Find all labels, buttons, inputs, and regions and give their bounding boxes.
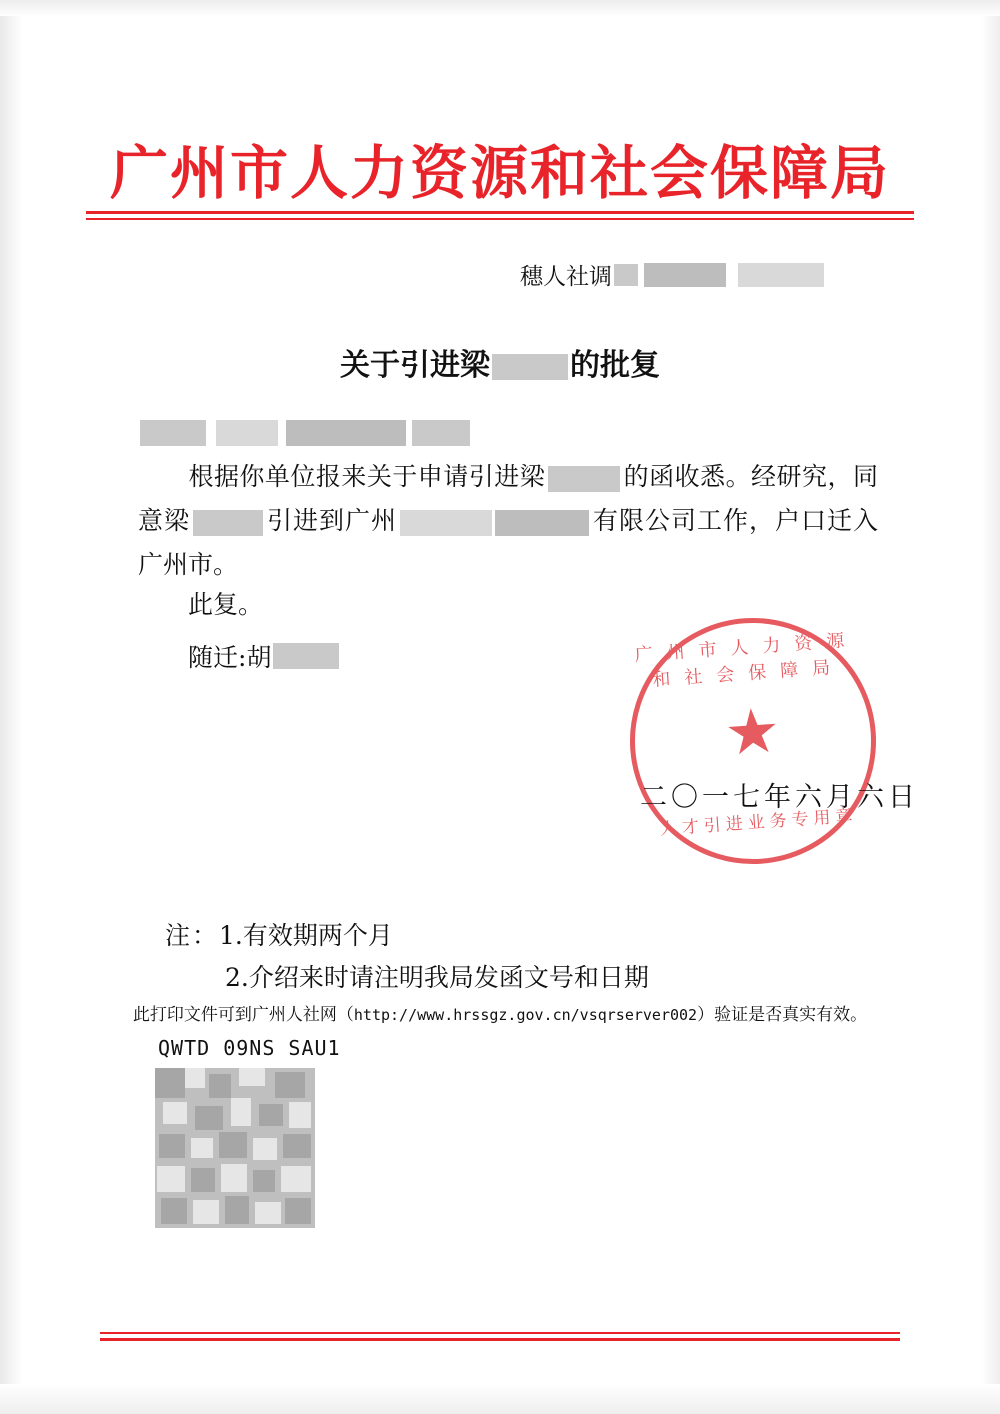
accompanying-person-line	[188, 638, 339, 674]
recipient-line	[140, 420, 470, 446]
verification-code: QWTD 09NS SAU1	[158, 1036, 341, 1060]
signature-date: 二〇一七年六月六日	[640, 782, 919, 813]
qr-code	[155, 1068, 315, 1228]
redaction-body-name-2	[193, 510, 263, 536]
qr-cell	[253, 1170, 275, 1192]
verification-text-left: 此打印文件可到广州人社网（	[132, 1005, 354, 1025]
footer-rule-thick	[100, 1338, 900, 1341]
document-title-prefix: 关于引进梁	[340, 348, 490, 383]
verification-text-right: ）验证是否真实有效。	[697, 1005, 868, 1025]
qr-cell	[285, 1198, 311, 1224]
qr-cell	[259, 1104, 283, 1126]
redaction-accompany-name	[273, 643, 339, 669]
qr-cell	[159, 1134, 185, 1158]
seal-bottom-text: 人才引进业务专用章	[659, 805, 859, 840]
paper-edge-top	[0, 0, 1000, 16]
qr-cell	[219, 1132, 247, 1158]
paper-edge-bottom	[0, 1384, 1000, 1414]
note-item-2: 2.介绍来时请注明我局发函文号和日期	[225, 963, 649, 992]
redaction-recipient-2	[216, 420, 278, 446]
notes-block	[165, 915, 649, 999]
document-body	[138, 455, 878, 587]
redaction-company-1	[400, 510, 492, 536]
header-rule-thin	[86, 218, 914, 220]
paper-edge-right	[982, 0, 1000, 1414]
notes-label: 注：	[165, 921, 220, 950]
qr-cell	[191, 1138, 213, 1158]
qr-cell	[155, 1068, 185, 1098]
redaction-body-name-1	[548, 466, 620, 492]
header-divider-rule	[86, 211, 914, 220]
header-rule-thick	[86, 211, 914, 214]
qr-cell	[157, 1166, 185, 1192]
accompany-label: 随迁:	[188, 643, 247, 672]
qr-cell	[231, 1098, 251, 1126]
footer-rule-thin	[100, 1332, 900, 1334]
document-number	[520, 258, 824, 291]
redaction-recipient-4	[412, 420, 470, 446]
qr-cell	[163, 1102, 187, 1124]
seal-star-icon: ★	[722, 692, 783, 770]
accompany-name-prefix: 胡	[246, 643, 272, 672]
qr-cell	[209, 1074, 231, 1098]
qr-cell	[239, 1068, 265, 1086]
redaction-recipient-3	[286, 420, 406, 446]
seal-arc-text: 广州市人力资源和社会保障局	[634, 629, 859, 691]
footer-divider-rule	[100, 1332, 900, 1341]
qr-cell	[191, 1168, 215, 1192]
body-text-part-1: 根据你单位报来关于申请引进梁	[188, 462, 546, 491]
verification-url: http://www.hrssgz.gov.cn/vsqrserver002	[353, 1006, 698, 1024]
redaction-doc-number-3	[738, 263, 824, 287]
qr-cell	[255, 1202, 281, 1224]
qr-cell	[195, 1106, 223, 1130]
redaction-title-name	[492, 354, 568, 380]
paper-edge-left	[0, 0, 22, 1414]
qr-cell	[161, 1198, 187, 1224]
redaction-doc-number-2	[644, 263, 726, 287]
redaction-recipient-1	[140, 420, 206, 446]
qr-cell	[185, 1068, 205, 1088]
qr-cell	[253, 1138, 277, 1160]
closing-line: 此复。	[188, 590, 264, 619]
document-number-prefix: 穗人社调	[520, 264, 612, 290]
body-text-part-3: 引进到广州	[266, 506, 397, 535]
qr-cell	[283, 1134, 311, 1158]
document-title	[0, 340, 1000, 384]
official-seal	[622, 610, 885, 873]
qr-cell	[225, 1196, 249, 1224]
letterhead-title: 广州市人力资源和社会保障局	[109, 139, 890, 207]
qr-cell	[221, 1164, 247, 1192]
body-text-part-2: 的函收悉。经研究，同意梁	[138, 462, 878, 535]
verification-note	[0, 1000, 1000, 1025]
qr-cell	[281, 1166, 311, 1192]
qr-cell	[193, 1200, 219, 1224]
note-item-1: 1.有效期两个月	[219, 921, 393, 950]
body-text-part-4: 有限公司工作，户口迁入广州市。	[138, 506, 878, 579]
body-paragraph	[138, 455, 878, 587]
document-title-suffix: 的批复	[570, 348, 660, 383]
note-line-1	[165, 915, 649, 957]
redaction-company-2	[495, 510, 589, 536]
qr-cell	[275, 1072, 305, 1098]
qr-cell	[289, 1102, 311, 1128]
note-line-2	[165, 957, 649, 999]
redaction-doc-number-1	[614, 264, 638, 286]
